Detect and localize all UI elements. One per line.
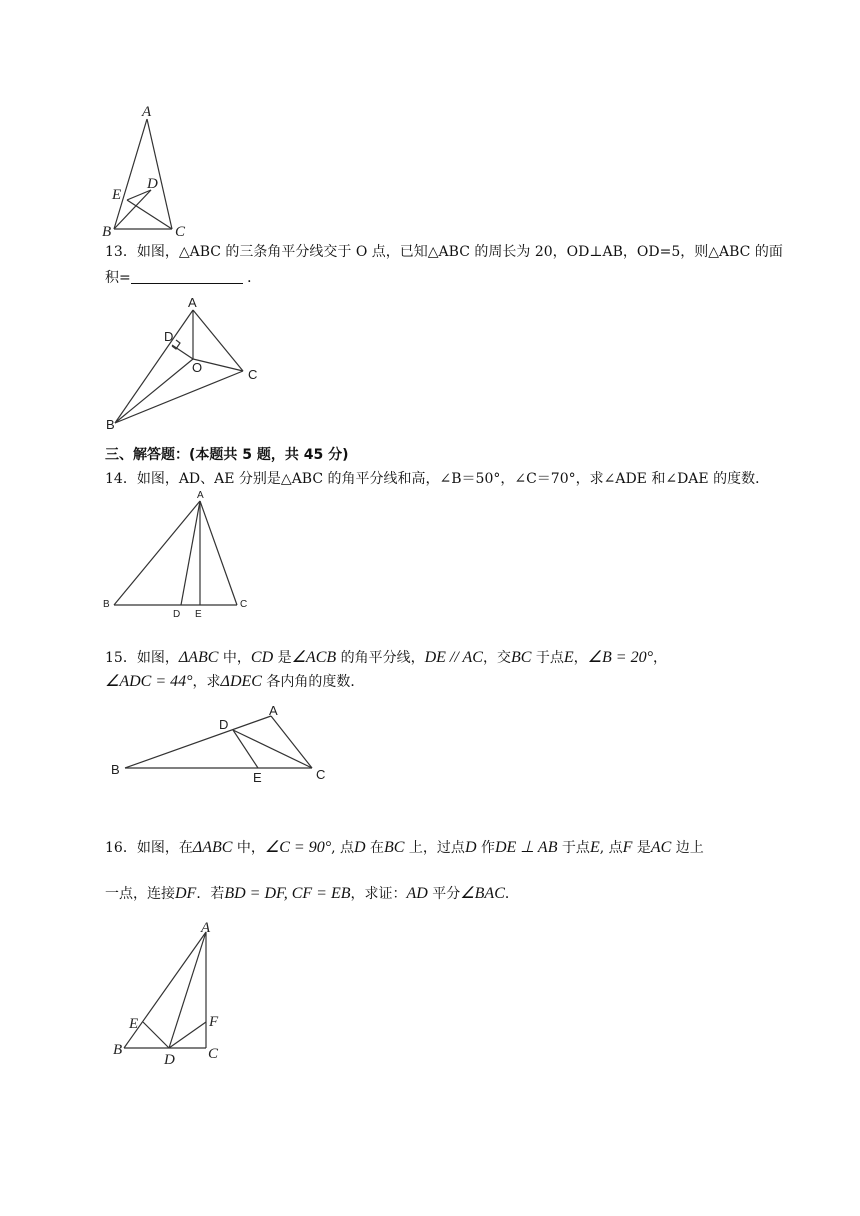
math: DF [175, 885, 197, 902]
label-b: B [106, 417, 115, 432]
side-ab [115, 310, 193, 423]
label-a: A [197, 490, 204, 501]
question-15-line2 [105, 672, 364, 692]
label-b: B [111, 762, 120, 777]
side-ac [200, 501, 237, 605]
side-ab [114, 501, 200, 605]
label-b: B [113, 1042, 123, 1058]
math: D [354, 839, 366, 856]
side-bc [115, 371, 243, 423]
text: 一点，连接 [105, 886, 175, 902]
math: ∠C = 90° [264, 839, 332, 856]
text: 作 [476, 840, 495, 856]
label-a: A [142, 104, 152, 120]
text: ，交 [482, 650, 511, 666]
text: 中， [218, 650, 251, 666]
segment-df [169, 1022, 206, 1048]
text: ，求证： [350, 886, 407, 902]
label-c: C [175, 224, 186, 240]
math: AD [406, 885, 428, 902]
question-13-line2 [105, 268, 261, 288]
math: BC [510, 649, 532, 666]
figure-q14 [100, 488, 260, 623]
label-d: D [164, 329, 174, 344]
text: , 点 [331, 840, 355, 856]
text: 上，过点 [404, 840, 465, 856]
math: ∠BAC [460, 885, 505, 902]
segment-ad [181, 501, 200, 605]
math: ∠ADC = 44° [105, 673, 193, 690]
text: 于点 [531, 650, 564, 666]
text: ，求 [192, 674, 221, 690]
label-a: A [201, 920, 211, 936]
math: ∠B = 20° [587, 649, 653, 666]
figure-q16 [105, 918, 235, 1068]
text: 中， [232, 840, 265, 856]
label-d: D [173, 609, 181, 620]
figure-q13 [100, 295, 270, 435]
figure-q15 [105, 700, 345, 790]
q13-suffix: ． [242, 270, 262, 286]
label-d: D [219, 717, 229, 732]
text: ， [573, 650, 588, 666]
text: , 点 [599, 840, 623, 856]
side-ab [114, 119, 147, 229]
math: ΔABC [192, 839, 233, 856]
segment-ec [127, 200, 172, 229]
question-15-line1 [105, 648, 667, 668]
label-o: O [192, 360, 203, 375]
math: ΔDEC [220, 673, 262, 690]
math: E [589, 839, 600, 856]
q13-prefix: 积= [105, 270, 131, 286]
text: 于点 [557, 840, 590, 856]
text: 在 [365, 840, 385, 856]
label-f: F [209, 1014, 219, 1030]
text: ．若 [196, 886, 225, 902]
question-14: 14．如图，AD、AE 分别是△ABC 的角平分线和高，∠B＝50°，∠C＝70°，求∠ADE 和∠DAE 的度数． [105, 471, 770, 487]
label-b: B [102, 224, 112, 240]
question-16-line2 [105, 884, 519, 904]
label-d: D [147, 176, 158, 192]
math: CD [250, 649, 274, 666]
label-a: A [188, 295, 197, 310]
label-c: C [316, 767, 326, 782]
answer-blank[interactable] [131, 269, 243, 284]
label-d: D [164, 1052, 175, 1068]
math: F [622, 839, 633, 856]
question-13-line1: 13．如图，△ABC 的三条角平分线交于 O 点，已知△ABC 的周长为 20，OD⊥AB，OD=5，则△ABC 的面 [105, 244, 783, 260]
segment-od [172, 345, 193, 359]
text: ， [652, 650, 667, 666]
text: 各内角的度数． [261, 674, 365, 690]
math: DE // AC [424, 649, 483, 666]
text: 的角平分线， [336, 650, 425, 666]
label-e: E [253, 770, 262, 785]
segment-bo [115, 359, 193, 423]
question-16-line1 [105, 838, 704, 858]
label-c: C [208, 1046, 219, 1062]
text: 是 [632, 840, 651, 856]
side-ac [147, 119, 172, 229]
math: BC [384, 839, 405, 856]
label-a: A [269, 703, 278, 718]
math: AC [650, 839, 672, 856]
label-e: E [112, 187, 122, 203]
math: D [464, 839, 477, 856]
q16-number: 16．如图，在 [105, 840, 193, 856]
text: 平分 [427, 886, 461, 902]
section-heading: 三、解答题：(本题共 5 题，共 45 分) [105, 447, 349, 463]
label-c: C [248, 367, 258, 382]
label-e: E [129, 1016, 139, 1032]
math: ΔABC [178, 649, 219, 666]
label-b: B [103, 599, 110, 610]
text: 是 [273, 650, 292, 666]
figure-q12 [100, 100, 200, 240]
math: ∠ACB [291, 649, 337, 666]
math: DE ⊥ AB [494, 839, 558, 856]
label-e: E [195, 609, 202, 620]
segment-ad [169, 932, 206, 1048]
side-ba [125, 716, 271, 768]
math: E [563, 649, 574, 666]
math: BD = DF, CF = EB [224, 885, 351, 902]
text: ． [504, 886, 519, 902]
label-c: C [240, 599, 248, 610]
q15-number: 15．如图， [105, 650, 179, 666]
side-ac [271, 716, 312, 768]
text: 边上 [671, 840, 704, 856]
segment-de [143, 1022, 169, 1048]
